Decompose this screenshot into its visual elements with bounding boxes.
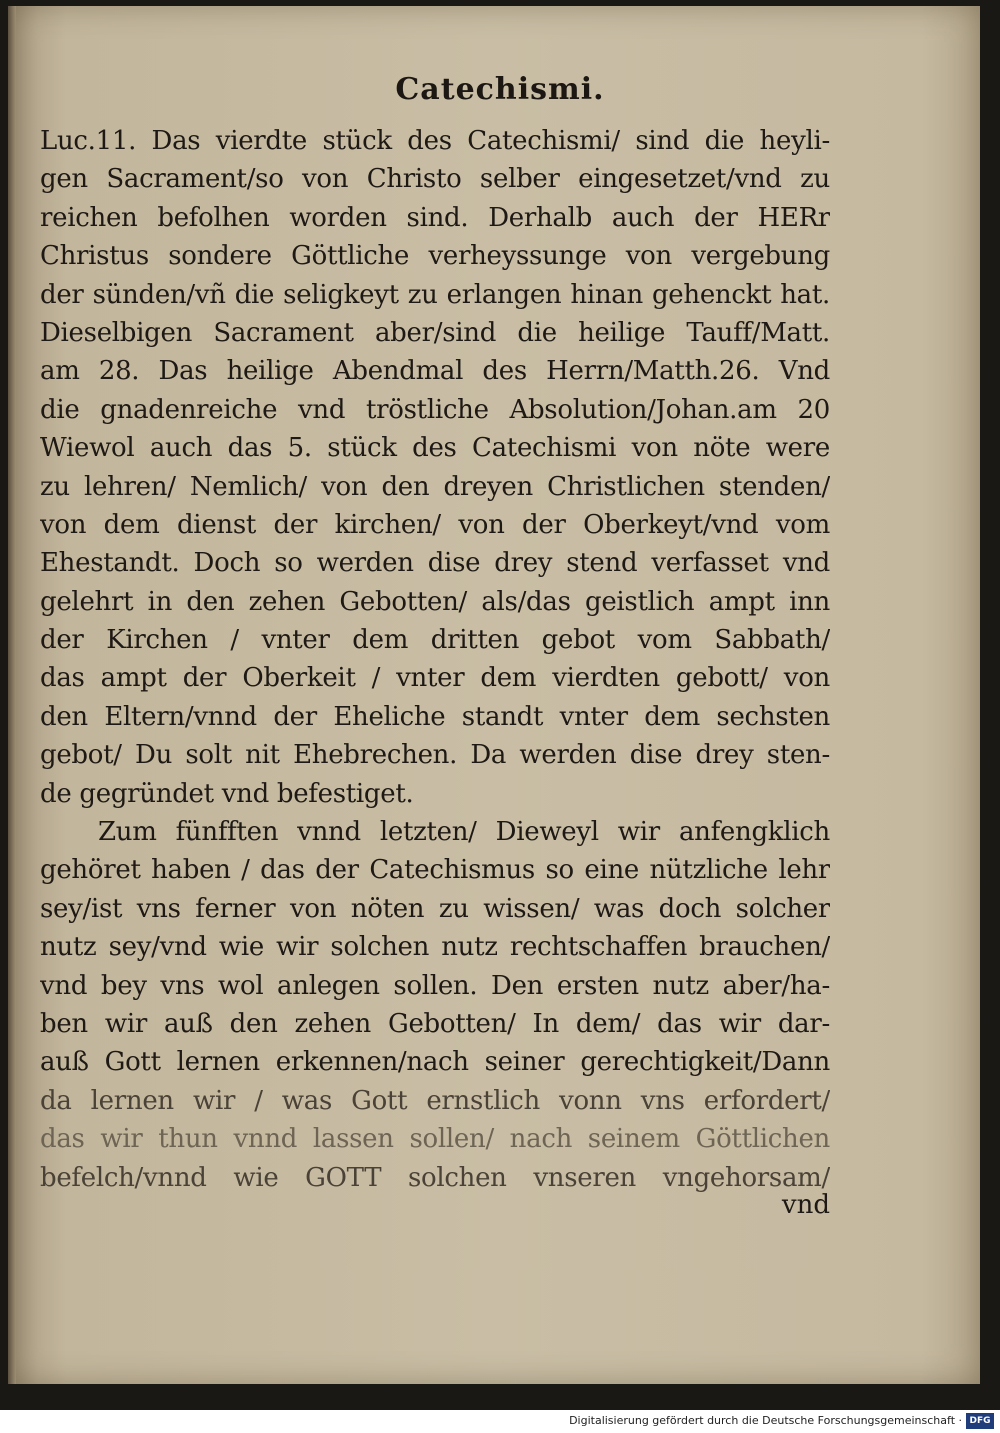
body-text: [40, 122, 830, 1197]
text-line: gen Sacrament/so von Christo selber eingesetzet/vnd zu: [40, 164, 830, 195]
dfg-logo-icon: DFG: [966, 1413, 994, 1429]
text-line: sey/ist vns ferner von nöten zu wissen/ was doch solcher: [40, 893, 830, 924]
text-line: Zum fünfften vnnd letzten/ Dieweyl wir anfengklich: [98, 817, 830, 848]
text-line: reichen befolhen worden sind. Derhalb auch der HERr: [40, 202, 830, 233]
text-line: der sünden/vñ die seligkeyt zu erlangen hinan gehenckt hat.: [40, 279, 830, 310]
text-line: auß Gott lernen erkennen/nach seiner gerechtigkeit/Dann: [40, 1047, 830, 1078]
text-line: Wiewol auch das 5. stück des Catechismi von nöte were: [40, 433, 830, 464]
text-line: gebot/ Du solt nit Ehebrechen. Da werden dise drey sten-: [40, 740, 830, 771]
text-line: vnd bey vns wol anlegen sollen. Den ersten nutz aber/ha-: [40, 970, 830, 1001]
text-line: die gnadenreiche vnd tröstliche Absolution/Johan.am 20: [40, 394, 830, 425]
text-line: da lernen wir / was Gott ernstlich vonn vns erfordert/: [40, 1085, 830, 1116]
text-line: das ampt der Oberkeit / vnter dem vierdten gebott/ von: [40, 663, 830, 694]
text-line: zu lehren/ Nemlich/ von den dreyen Christlichen stenden/: [40, 471, 830, 502]
text-line: gelehrt in den zehen Gebotten/ als/das geistlich ampt inn: [40, 586, 830, 617]
catchword: vnd: [781, 1190, 830, 1220]
text-line: am 28. Das heilige Abendmal des Herrn/Matth.26. Vnd: [40, 356, 830, 387]
text-line: gehöret haben / das der Catechismus so eine nützliche lehr: [40, 855, 830, 886]
text-line: den Eltern/vnnd der Eheliche standt vnter dem sechsten: [40, 701, 830, 732]
funding-notice: Digitalisierung gefördert durch die Deutsche Forschungsgemeinschaft ·: [569, 1414, 962, 1427]
text-line: nutz sey/vnd wie wir solchen nutz rechtschaffen brauchen/: [40, 932, 830, 963]
text-line: Dieselbigen Sacrament aber/sind die heilige Tauff/Matt.: [40, 317, 830, 348]
text-line: de gegründet vnd befestiget.: [40, 778, 414, 809]
text-line: das wir thun vnnd lassen sollen/ nach seinem Göttlichen: [40, 1124, 830, 1155]
text-line: befelch/vnnd wie GOTT solchen vnseren vngehorsam/: [40, 1162, 830, 1193]
text-line: Luc.11. Das vierdte stück des Catechismi/ sind die heyli-: [40, 126, 830, 156]
text-line: Ehestandt. Doch so werden dise drey stend verfasset vnd: [40, 548, 830, 579]
text-line: Christus sondere Göttliche verheyssunge von vergebung: [40, 241, 830, 272]
page-header: Catechismi.: [395, 72, 605, 107]
footer-bar: [0, 1410, 1000, 1433]
page-gutter-shadow: [8, 6, 16, 1384]
text-line: der Kirchen / vnter dem dritten gebot vom Sabbath/: [40, 625, 830, 656]
text-line: ben wir auß den zehen Gebotten/ In dem/ das wir dar-: [40, 1008, 830, 1039]
text-line: von dem dienst der kirchen/ von der Oberkeyt/vnd vom: [40, 509, 830, 540]
